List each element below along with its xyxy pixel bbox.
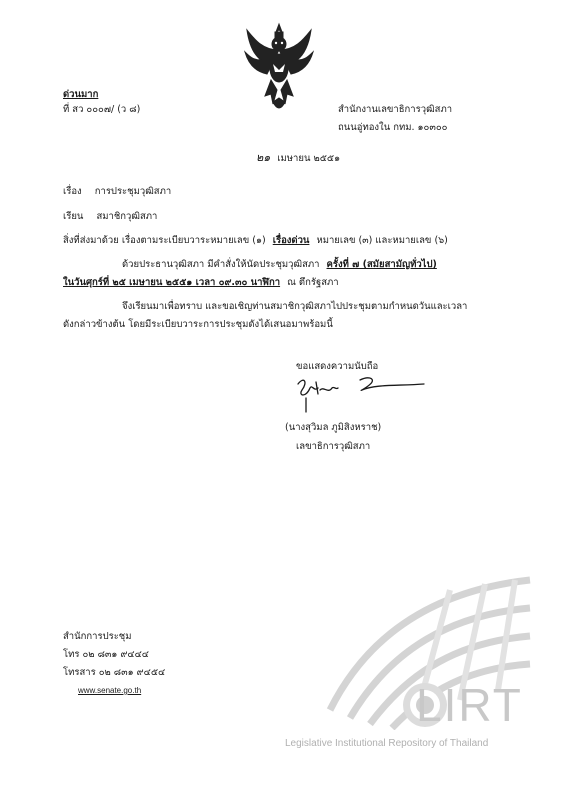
enclosure-urgent: เรื่องด่วน: [272, 235, 310, 246]
enclosure-prefix: สิ่งที่ส่งมาด้วย เรื่องตามระเบียบวาระหมายเลข (๑): [63, 235, 266, 246]
reference-number: ที่ สว ๐๐๐๗/ (ว ๘): [63, 104, 141, 115]
lirt-logo-text: LIRT: [416, 679, 523, 731]
salutation-text: สมาชิกวุฒิสภา: [96, 211, 158, 222]
sender-organization: สำนักงานเลขาธิการวุฒิสภา: [338, 104, 453, 115]
footer-fax: โทรสาร ๐๒ ๘๓๑ ๙๔๕๔: [63, 667, 166, 678]
subject-label: เรื่อง: [63, 186, 82, 197]
garuda-emblem-icon: [243, 20, 315, 112]
sender-address: ถนนอู่ทองใน กทม. ๑๐๓๐๐: [338, 122, 448, 133]
enclosure-suffix: หมายเลข (๓) และหมายเลข (๖): [316, 235, 448, 246]
subject-text: การประชุมวุฒิสภา: [94, 186, 172, 197]
footer-office: สำนักการประชุม: [63, 631, 132, 642]
salutation-label: เรียน: [63, 211, 84, 222]
body-paragraph-2-line-2: ดังกล่าวข้างต้น โดยมีระเบียบวาระการประชุมดังได้เสนอมาพร้อมนี้: [63, 319, 333, 330]
footer-telephone: โทร ๐๒ ๘๓๑ ๙๔๔๔: [63, 649, 149, 660]
body-paragraph-1-line-2: [63, 276, 339, 289]
body-p1-meeting-no: ครั้งที่ ๗ (สมัยสามัญทั่วไป): [326, 259, 437, 270]
urgency-label: ด่วนมาก: [63, 89, 99, 100]
body-paragraph-1-line-1: [122, 258, 437, 271]
subject-line: [63, 185, 171, 198]
date-day-handwritten: ๒๑: [256, 151, 271, 164]
salutation-line: [63, 210, 157, 223]
date-month-year: เมษายน ๒๕๕๑: [277, 153, 341, 164]
body-p1-meeting-time: ในวันศุกร์ที่ ๒๕ เมษายน ๒๕๕๑ เวลา ๐๙.๓๐ นาฬิกา: [63, 277, 281, 288]
body-p1-venue: ณ ตึกรัฐสภา: [287, 277, 339, 288]
handwritten-signature: [288, 368, 428, 418]
body-p1-text-a: ด้วยประธานวุฒิสภา มีคำสั่งให้นัดประชุมวุฒิสภา: [122, 259, 320, 270]
letter-date: [256, 151, 340, 165]
signatory-name: (นางสุวิมล ภูมิสิงหราช): [285, 422, 382, 433]
body-paragraph-2-line-1: จึงเรียนมาเพื่อทราบ และขอเชิญท่านสมาชิกวุฒิสภาไปประชุมตามกำหนดวันและเวลา: [122, 301, 468, 312]
closing-regards: ขอแสดงความนับถือ: [296, 361, 379, 372]
footer-website-link[interactable]: www.senate.go.th: [78, 686, 142, 695]
lirt-subtitle: Legislative Institutional Repository of Thailand: [285, 738, 489, 749]
signatory-position: เลขาธิการวุฒิสภา: [296, 441, 371, 452]
enclosure-line: [63, 234, 448, 247]
